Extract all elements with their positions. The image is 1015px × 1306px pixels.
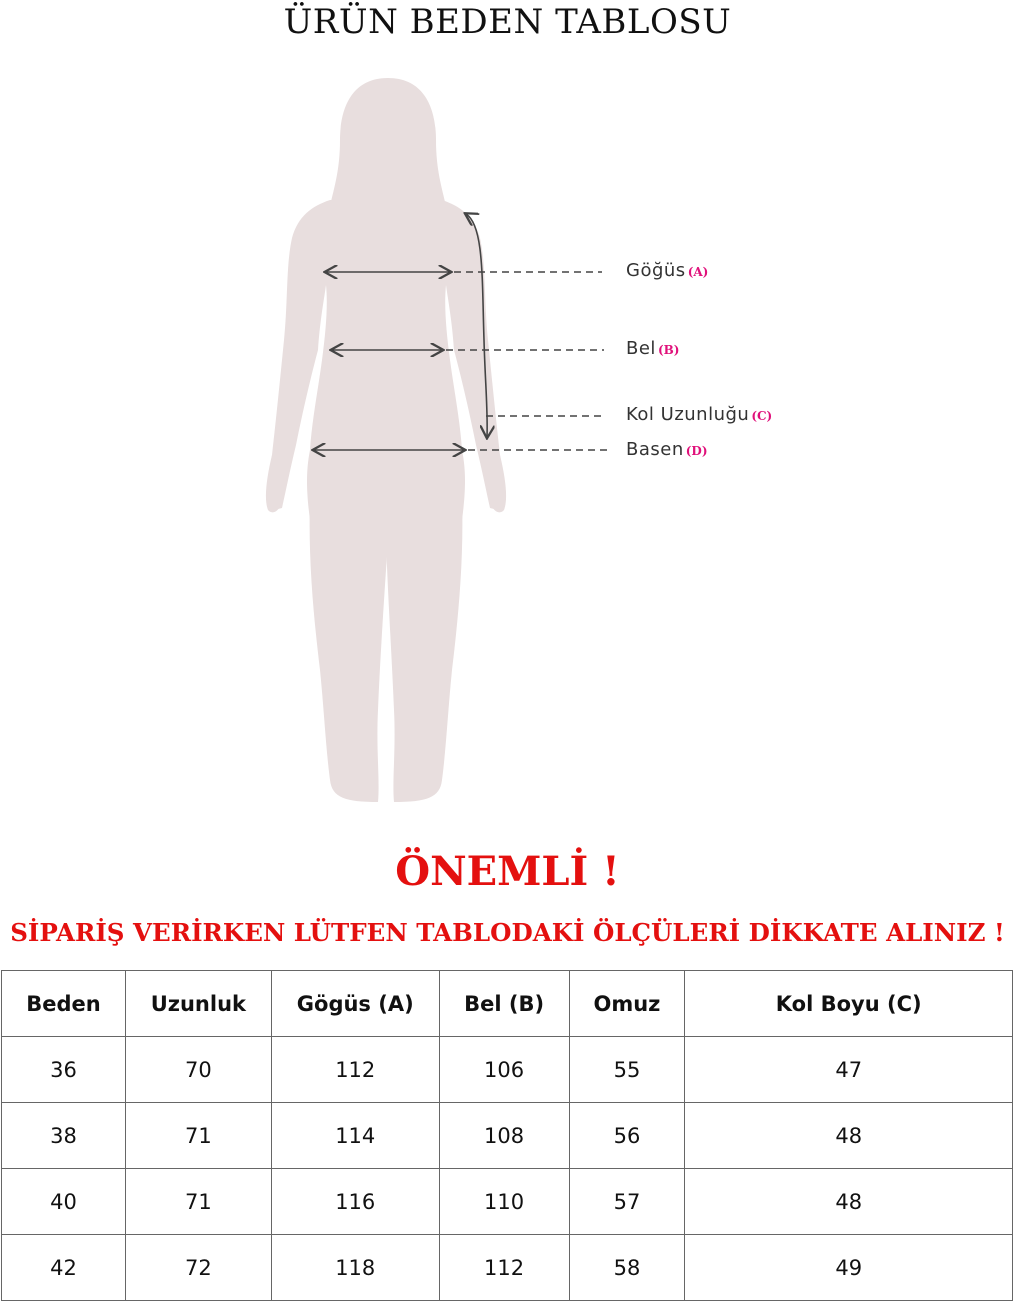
table-row (2, 1103, 1013, 1169)
table-cell: 36 (2, 1037, 126, 1103)
table-cell: 71 (125, 1169, 271, 1235)
table-cell: 118 (271, 1235, 439, 1301)
table-row (2, 1169, 1013, 1235)
table-cell: 57 (569, 1169, 685, 1235)
waist-label: Bel (B) (626, 338, 680, 359)
header-uzunluk: Uzunluk (125, 971, 271, 1037)
table-cell: 40 (2, 1169, 126, 1235)
chest-code: (A) (687, 265, 709, 279)
sleeve-label: Kol Uzunluğu (C) (626, 404, 773, 425)
header-beden: Beden (2, 971, 126, 1037)
waist-code: (B) (657, 343, 680, 357)
body-measurement-figure (0, 60, 1015, 820)
table-cell: 48 (685, 1169, 1013, 1235)
table-cell: 106 (439, 1037, 569, 1103)
table-cell: 38 (2, 1103, 126, 1169)
page-title: ÜRÜN BEDEN TABLOSU (283, 2, 732, 42)
table-cell: 55 (569, 1037, 685, 1103)
header-bel: Bel (B) (439, 971, 569, 1037)
hip-code: (D) (685, 444, 708, 458)
table-cell: 108 (439, 1103, 569, 1169)
order-notice: SİPARİŞ VERİRKEN LÜTFEN TABLODAKİ ÖLÇÜLERİ DİKKATE ALINIZ ! (10, 918, 1005, 947)
header-kol-boyu: Kol Boyu (C) (685, 971, 1013, 1037)
table-cell: 56 (569, 1103, 685, 1169)
table-cell: 48 (685, 1103, 1013, 1169)
header-gogus: Gögüs (A) (271, 971, 439, 1037)
table-cell: 112 (439, 1235, 569, 1301)
table-cell: 114 (271, 1103, 439, 1169)
chest-label: Göğüs (A) (626, 260, 709, 281)
table-cell: 47 (685, 1037, 1013, 1103)
table-header-row (2, 971, 1013, 1037)
table-cell: 58 (569, 1235, 685, 1301)
woman-silhouette (266, 78, 506, 802)
table-cell: 71 (125, 1103, 271, 1169)
important-heading: ÖNEMLİ ! (395, 848, 620, 895)
table-cell: 112 (271, 1037, 439, 1103)
table-cell: 116 (271, 1169, 439, 1235)
size-table (1, 970, 1013, 1301)
table-cell: 42 (2, 1235, 126, 1301)
table-cell: 110 (439, 1169, 569, 1235)
table-row (2, 1037, 1013, 1103)
table-cell: 49 (685, 1235, 1013, 1301)
silhouette-illustration (0, 60, 1015, 820)
hip-label: Basen (D) (626, 439, 708, 460)
table-cell: 72 (125, 1235, 271, 1301)
table-row (2, 1235, 1013, 1301)
table-cell: 70 (125, 1037, 271, 1103)
sleeve-code: (C) (751, 409, 773, 423)
header-omuz: Omuz (569, 971, 685, 1037)
